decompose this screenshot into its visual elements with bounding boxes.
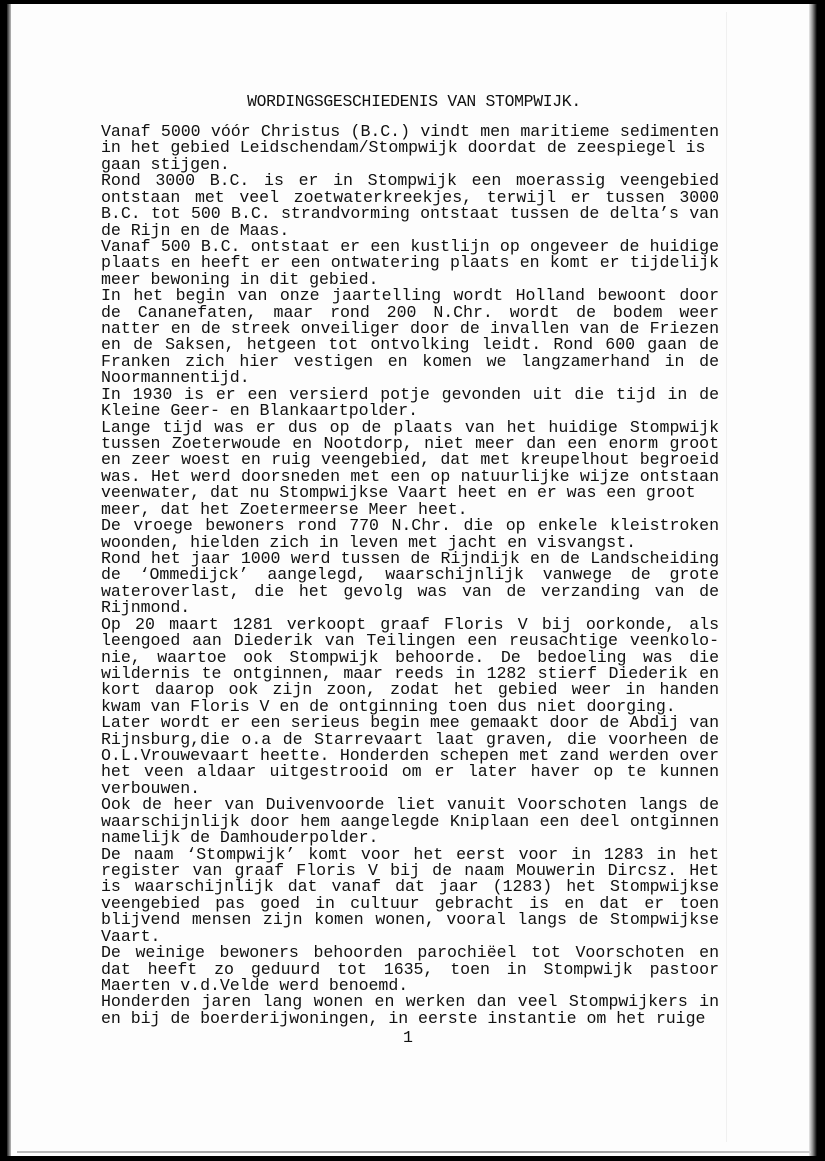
text-line: Kleine Geer- en Blankaartpolder. [101, 401, 419, 421]
text-line: O.L.Vrouwevaart heette. Honderden schepen met zand werden over [101, 746, 719, 766]
text-line: Maerten v.d.Velde werd benoemd. [101, 975, 409, 995]
text-line: verbouwen. [101, 778, 201, 798]
text-line: veengebied pas goed in cultuur gebracht is en dat er toen [101, 893, 719, 913]
text-line: blijvend mensen zijn komen wonen, vooral langs de Stompwijkse [101, 910, 719, 930]
text-line: Vanaf 500 B.C. ontstaat er een kustlijn op ongeveer de huidige [101, 236, 719, 256]
text-line: veenwater, dat nu Stompwijkse Vaart heet en er was een groot [101, 483, 696, 503]
text-line: register van graaf Floris V bij de naam Mouwerin Dircsz. Het [101, 860, 719, 880]
scan-edge-right [809, 4, 817, 1156]
text-line: de Cananefaten, maar rond 200 N.Chr. wordt de bodem weer [101, 302, 719, 322]
text-line: In 1930 is er een versierd potje gevonden uit die tijd in de [101, 384, 719, 404]
text-line: Lange tijd was er dus op de plaats van het huidige Stompwijk [101, 417, 719, 437]
text-line: Vaart. [101, 926, 161, 946]
text-line: kwam van Floris V en de ontginning toen dus niet doorging. [101, 696, 676, 716]
text-line: Rond het jaar 1000 werd tussen de Rijndijk en de Landscheiding [101, 548, 719, 568]
text-line: dat heeft zo geduurd tot 1635, toen in Stompwijk pastoor [101, 959, 719, 979]
text-line: B.C. tot 500 B.C. strandvorming ontstaat tussen de delta’s van [101, 204, 719, 224]
text-line: Honderden jaren lang wonen en werken dan veel Stompwijkers in [101, 992, 719, 1012]
scan-edge-left [7, 4, 11, 1156]
document-body [101, 124, 719, 1027]
text-line: nie, waartoe ook Stompwijk behoorde. De bedoeling was die [101, 647, 719, 667]
text-line: kort daarop ook zijn zoon, zodat het gebied weer in handen [101, 680, 719, 700]
text-line: Noormannentijd. [101, 368, 250, 388]
text-line: plaats en heeft er een ontwatering plaats en komt er tijdelijk [101, 253, 719, 273]
text-line: De weinige bewoners behoorden parochiëel tot Voorschoten en [101, 943, 719, 963]
text-line: Rond 3000 B.C. is er in Stompwijk een moerassig veengebied [101, 171, 719, 191]
text-line: en zeer woest en ruig veengebied, dat met kreupelhout begroeid [101, 450, 719, 470]
text-line: ontstaan met veel zoetwaterkreekjes, terwijl er tussen 3000 [101, 187, 719, 207]
text-line: natter en de streek onveiliger door de invallen van de Friezen [101, 319, 719, 339]
text-line: Ook de heer van Duivenvoorde liet vanuit Voorschoten langs de [101, 795, 719, 815]
text-line: De vroege bewoners rond 770 N.Chr. die op enkele kleistroken [101, 516, 719, 536]
text-line: waarschijnlijk door hem aangelegde Kniplaan een deel ontginnen [101, 811, 719, 831]
page-number: 1 [403, 1028, 413, 1047]
text-line: het veen aldaar uitgestrooid om er later haver op te kunnen [101, 762, 719, 782]
text-line: Rijnsburg,die o.a de Starrevaart laat graven, die voorheen de [101, 729, 719, 749]
text-line: Franken zich hier vestigen en komen we langzamerhand in de [101, 351, 719, 371]
text-line: wildernis te ontginnen, maar reeds in 1282 stierf Diederik en [101, 663, 719, 683]
text-line: Later wordt er een serieus begin mee gemaakt door de Abdij van [101, 713, 719, 733]
text-line: is waarschijnlijk dat vanaf dat jaar (1283) het Stompwijkse [101, 877, 719, 897]
text-line: wateroverlast, die het gevolg was van de verzanding van de [101, 581, 719, 601]
document-title: WORDINGSGESCHIEDENIS VAN STOMPWIJK. [247, 92, 581, 111]
document-page [7, 4, 817, 1156]
text-line: namelijk de Damhouderpolder. [101, 828, 379, 848]
text-line: woonden, hielden zich in leven met jacht en visvangst. [101, 532, 637, 552]
text-line: meer, dat het Zoetermeerse Meer heet. [101, 499, 468, 519]
text-line: en de Saksen, hetgeen tot ontvolking leidt. Rond 600 gaan de [101, 335, 719, 355]
text-line: In het begin van onze jaartelling wordt Holland bewoont door [101, 286, 719, 306]
text-line: De naam ‘Stompwijk’ komt voor het eerst voor in 1283 in het [101, 844, 719, 864]
text-line: leengoed aan Diederik van Teilingen een reusachtige veenkolo- [101, 631, 719, 651]
scan-artifact-line [726, 12, 727, 1142]
text-line: tussen Zoeterwoude en Nootdorp, niet meer dan een enorm groot [101, 434, 719, 454]
text-line: en bij de boerderijwoningen, in eerste instantie om het ruige [101, 1008, 706, 1028]
text-line: de Rijn en de Maas. [101, 220, 290, 240]
text-line: was. Het werd doorsneden met een op natuurlijke wijze ontstaan [101, 466, 719, 486]
text-line: meer bewoning in dit gebied. [101, 269, 379, 289]
text-line: Vanaf 5000 vóór Christus (B.C.) vindt men maritieme sedimenten [101, 122, 719, 141]
text-line: de ‘Ommedijck’ aangelegd, waarschijnlijk vanwege de grote [101, 565, 719, 585]
text-line: Rijnmond. [101, 598, 191, 618]
text-line: gaan stijgen. [101, 154, 230, 174]
text-line: in het gebied Leidschendam/Stompwijk doordat de zeespiegel is [101, 138, 706, 158]
text-line: Op 20 maart 1281 verkoopt graaf Floris V bij oorkonde, als [101, 614, 719, 634]
